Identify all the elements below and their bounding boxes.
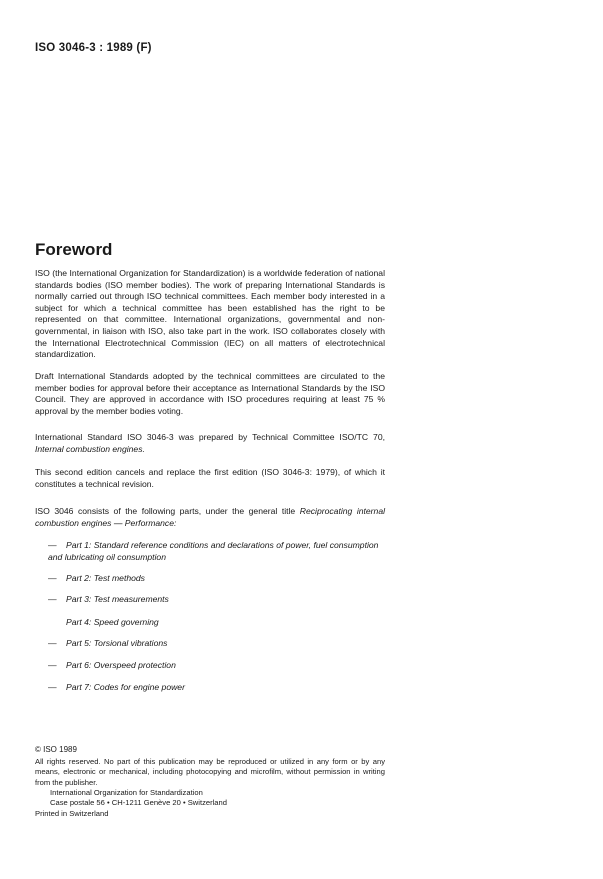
list-item-text: Part 5: Torsional vibrations <box>66 638 168 648</box>
publisher-address: Case postale 56 • CH-1211 Genève 20 • Switzerland <box>50 798 227 808</box>
copyright-notice: © ISO 1989 <box>35 745 77 754</box>
list-item <box>48 594 388 606</box>
list-dash: — <box>48 573 57 583</box>
list-item <box>48 660 388 672</box>
list-item <box>48 682 388 694</box>
page-title: Foreword <box>35 240 113 259</box>
paragraph-prepared-by <box>35 432 385 455</box>
paragraph-draft-standards: Draft International Standards adopted by the technical committees are circulated to the member bodies for approval before their acceptance as International Standards by the ISO Council. They are approved in accordance with ISO procedures requiring at least 75 % approval by the member bodies voting. <box>35 371 385 416</box>
publisher-name: International Organization for Standardization <box>50 788 203 797</box>
printed-in: Printed in Switzerland <box>35 809 109 818</box>
list-dash: — <box>48 638 57 648</box>
prepared-by-text: International Standard ISO 3046-3 was prepared by Technical Committee ISO/TC 70, <box>35 432 385 442</box>
list-dash: — <box>48 540 57 550</box>
list-item <box>48 573 388 585</box>
list-dash: — <box>48 594 57 604</box>
general-title: Reciprocating internal combustion engines — Performance: <box>35 506 386 528</box>
list-item <box>48 540 388 563</box>
list-item-text: Part 7: Codes for engine power <box>66 682 185 692</box>
list-item-text: Part 6: Overspeed protection <box>66 660 176 670</box>
publisher-block <box>50 788 227 809</box>
list-dash: — <box>48 682 57 692</box>
list-item-text: Part 3: Test measurements <box>66 594 169 604</box>
list-item-text: Part 1: Standard reference conditions and declarations of power, fuel consumption and lubricating oil consumption <box>48 540 379 562</box>
committee-name: Internal combustion engines. <box>35 443 145 454</box>
list-item-text: Part 2: Test methods <box>66 573 145 583</box>
paragraph-iso-intro: ISO (the International Organization for Standardization) is a worldwide federation of national standards bodies (ISO member bodies). The work of preparing International Standards is normally carried out through ISO technical committees. Each member body interested in a subject for which a technical committee has been established has the right to be represented on that committee. International organizations, governmental and non-governmental, in liaison with ISO, also take part in the work. ISO collaborates closely with the International Electrotechnical Commission (IEC) on all matters of electrotechnical standardization. <box>35 268 385 360</box>
rights-statement: All rights reserved. No part of this publication may be reproduced or utilized in any form or by any means, electronic or mechanical, including photocopying and microfilm, without permission in writing from the publisher. <box>35 757 385 787</box>
paragraph-edition: This second edition cancels and replace the first edition (ISO 3046-3: 1979), of which it constitutes a technical revision. <box>35 467 385 489</box>
list-dash: — <box>48 660 57 670</box>
parts-intro-text: ISO 3046 consists of the following parts, under the general title <box>35 506 296 516</box>
document-id-header: ISO 3046-3 : 1989 (F) <box>35 42 152 54</box>
list-item <box>48 638 388 650</box>
list-item <box>48 617 388 629</box>
list-item-text: Part 4: Speed governing <box>66 617 159 627</box>
paragraph-parts-intro <box>35 506 385 529</box>
